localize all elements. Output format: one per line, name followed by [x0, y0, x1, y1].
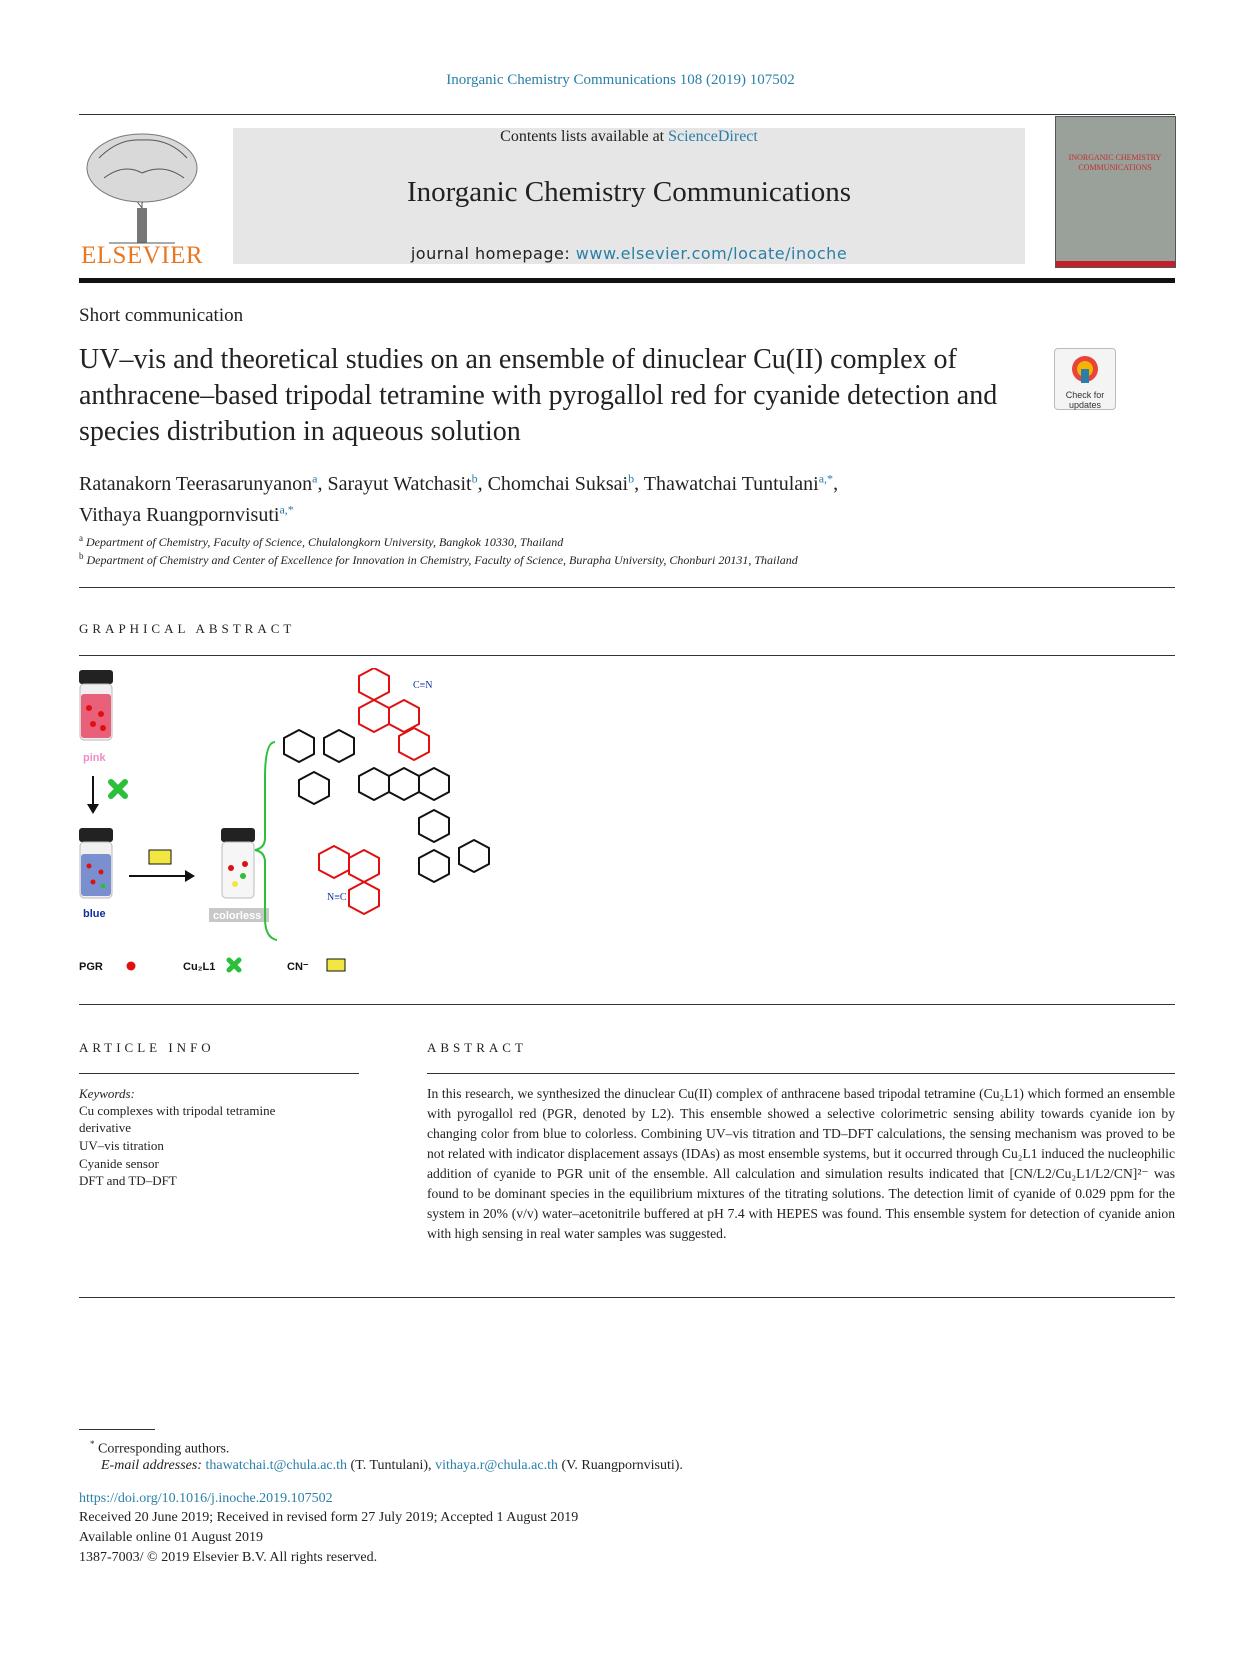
author-1[interactable]: Ratanakorn Teerasarunyanon$^a$	[79, 471, 318, 495]
affiliation-b: $^b$ Department of Chemistry and Center of Excellence for Innovation in Chemistry, Faculty of Science, Burapha University, Chonburi 20131, Thailand	[79, 551, 798, 567]
check-for-updates-button[interactable]	[1054, 348, 1116, 410]
graphical-abstract-figure	[79, 668, 499, 978]
author-2[interactable]: Sarayut Watchasit$^b$	[327, 471, 478, 495]
abstract-rule	[427, 1073, 1175, 1074]
contents-line: Contents lists available at ScienceDirect	[500, 128, 758, 145]
article-info-heading: ARTICLE INFO	[79, 1040, 215, 1055]
keyword-5: DFT and TD–DFT	[79, 1173, 177, 1188]
cover-title: INORGANIC CHEMISTRY COMMUNICATIONS	[1068, 153, 1162, 172]
divider	[79, 655, 1175, 656]
graphical-abstract-illustration	[79, 668, 499, 978]
label-colorless: colorless	[213, 910, 262, 922]
email-line: E-mail addresses: thawatchai.t@chula.ac.th (T. Tuntulani), vithaya.r@chula.ac.th (V. Ruangpornvisuti).	[101, 1458, 683, 1473]
elsevier-wordmark: ELSEVIER	[80, 242, 204, 269]
header-thick-rule	[79, 278, 1175, 283]
label-pink: pink	[83, 752, 106, 764]
author-3[interactable]: Chomchai Suksai$^b$	[487, 471, 635, 495]
check-updates-label: Check for updates	[1065, 390, 1105, 410]
footnote-rule	[79, 1429, 155, 1430]
copyright: 1387-7003/ © 2019 Elsevier B.V. All rights reserved.	[79, 1550, 378, 1565]
journal-name: Inorganic Chemistry Communications	[406, 176, 852, 208]
keyword-2: derivative	[79, 1120, 131, 1135]
article-info-rule	[79, 1073, 359, 1074]
author-5[interactable]: Vithaya Ruangpornvisuti$^{a,*}$	[79, 502, 294, 527]
pgr-dot-icon	[127, 962, 136, 971]
homepage-link[interactable]: www.elsevier.com/locate/inoche	[575, 244, 848, 263]
header-rule	[79, 114, 1175, 115]
doi-link[interactable]: https://doi.org/10.1016/j.inoche.2019.107502	[79, 1491, 333, 1506]
check-updates-icon	[1055, 349, 1115, 385]
vial-colorless	[221, 828, 255, 898]
keyword-4: Cyanide sensor	[79, 1156, 159, 1171]
label-blue: blue	[83, 908, 106, 920]
keyword-1: Cu complexes with tripodal tetramine	[79, 1103, 276, 1118]
corresponding-note: * Corresponding authors.	[90, 1439, 230, 1457]
cyanide-group-bottom: N≡C	[327, 892, 347, 903]
author-list: Ratanakorn Teerasarunyanon$^a$, Sarayut Watchasit$^b$, Chomchai Suksai$^b$, Thawatchai Tuntulani$^{a,*}$, Vithaya Ruangpornvisuti$^{a,*}$	[79, 471, 839, 527]
homepage-line: journal homepage: www.elsevier.com/locate/inoche	[410, 244, 848, 263]
cyanide-rect-icon	[149, 850, 171, 864]
journal-cover-thumbnail	[1055, 116, 1176, 268]
divider	[79, 1004, 1175, 1005]
legend-cyanide-icon	[327, 959, 345, 971]
article-type: Short communication	[79, 305, 244, 326]
legend-cn: CN⁻	[287, 961, 309, 973]
legend-cross-icon	[229, 960, 239, 970]
pyrogallol-red-structure	[319, 668, 429, 914]
copper-complex-structure	[284, 730, 489, 882]
elsevier-logo	[79, 128, 205, 268]
keywords-label: Keywords:	[79, 1086, 135, 1101]
available-online: Available online 01 August 2019	[79, 1530, 264, 1545]
received-dates: Received 20 June 2019; Received in revised form 27 July 2019; Accepted 1 August 2019	[79, 1510, 579, 1525]
journal-reference[interactable]: Inorganic Chemistry Communications 108 (2019) 107502	[446, 72, 795, 88]
legend-cu2l1: Cu₂L1	[183, 961, 216, 973]
cyanide-group-top: C≡N	[413, 680, 433, 691]
divider	[79, 1297, 1175, 1298]
legend-pgr: PGR	[79, 961, 103, 973]
journal-banner	[233, 128, 1025, 264]
cu2l1-cross-icon	[111, 782, 125, 796]
sciencedirect-link[interactable]: ScienceDirect	[668, 128, 758, 145]
article-title: UV–vis and theoretical studies on an ensemble of dinuclear Cu(II) complex of anthracene–based tripodal tetramine with pyrogallol red for cyanide detection and species distribution in aqueous solution	[79, 344, 998, 447]
abstract-text: In this research, we synthesized the dinuclear Cu(II) complex of anthracene based tripodal tetramine (Cu₂L1) which formed an ensemble with pyrogallol red (PGR, denoted by L2). This ensemble showed a selective colorimetric sensing ability towards cyanide ion by changing color from blue to colorless. Combining UV–vis titration and TD–DFT calculations, the sensing mechanism was proved to be not related with indicator displacement assays (IDAs) as most ensemble systems, but it occurred through Cu₂L1 induced the nucleophilic addition of cyanide to PGR unit of the ensemble. All calculation and simulation results indicated that [CN/L2/Cu₂L1/L2/CN]²⁻ was found to be dominant species in the equilibrium mixtures of the titrating solutions. The detection limit of cyanide of 0.029 ppm for the system in 20% (v/v) water–acetonitrile buffered at pH 7.4 with HEPES was found. This ensemble system for detection of cyanide anion with high sensing in real water samples was suggested.	[427, 1086, 1175, 1241]
vial-blue	[79, 828, 113, 898]
divider	[79, 587, 1175, 588]
email-link-1[interactable]: thawatchai.t@chula.ac.th	[205, 1458, 348, 1473]
vial-pink	[79, 670, 113, 740]
cover-stripe	[1056, 261, 1175, 267]
author-4[interactable]: Thawatchai Tuntulani$^{a,*}$	[643, 471, 834, 495]
abstract-heading: ABSTRACT	[427, 1040, 527, 1055]
keyword-3: UV–vis titration	[79, 1138, 164, 1153]
graphical-abstract-heading: GRAPHICAL ABSTRACT	[79, 621, 296, 636]
email-link-2[interactable]: vithaya.r@chula.ac.th	[435, 1458, 558, 1473]
affiliation-a: $^a$ Department of Chemistry, Faculty of Science, Chulalongkorn University, Bangkok 10330, Thailand	[79, 533, 564, 549]
